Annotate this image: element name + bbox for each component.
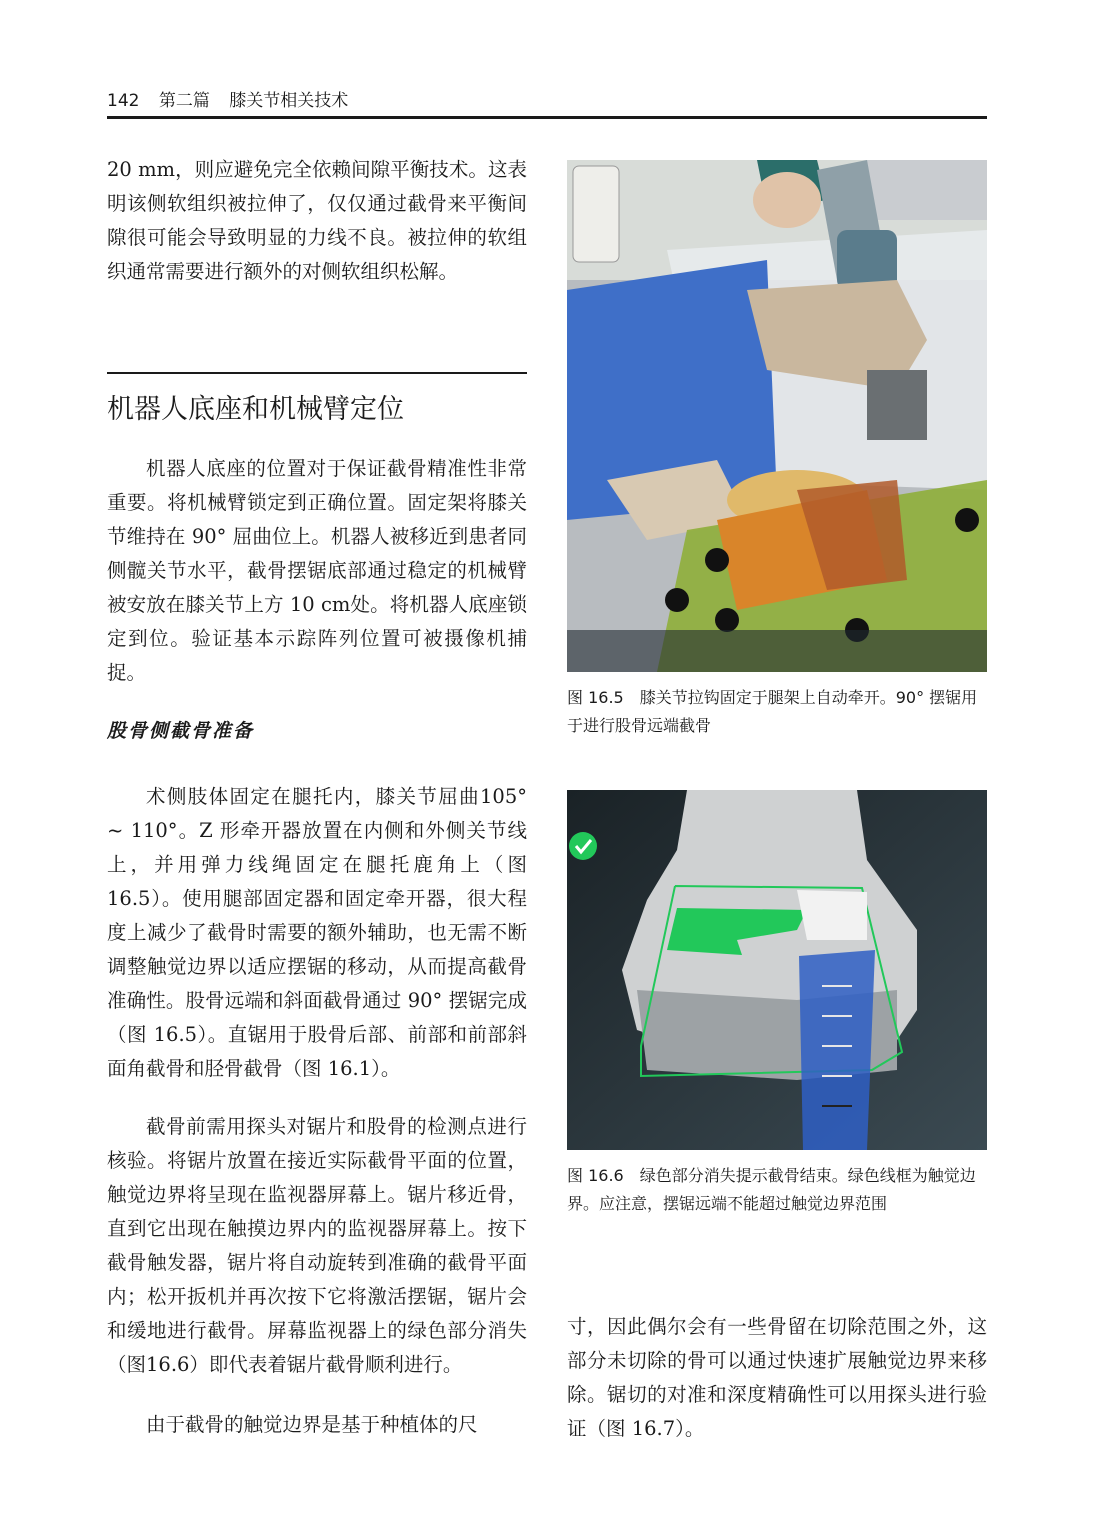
surgery-photo-illustration bbox=[567, 160, 987, 672]
paragraph-residual-bone: 寸，因此偶尔会有一些骨留在切除范围之外，这部分未切除的骨可以通过快速扩展触觉边界来移除。锯切的对准和深度精确性可以用探头进行验证（图 16.7）。 bbox=[567, 1315, 987, 1440]
figure-16-6-caption: 图 16.6 绿色部分消失提示截骨结束。绿色线框为触觉边界。应注意，摆锯远端不能超过触觉边界范围 bbox=[567, 1166, 976, 1213]
section-title: 机器人底座和机械臂定位 bbox=[107, 394, 404, 425]
soap-dispenser bbox=[573, 166, 619, 262]
saw-blade-overlay bbox=[799, 950, 875, 1150]
part-title: 膝关节相关技术 bbox=[229, 91, 349, 111]
haptic-boundary-render bbox=[567, 790, 987, 1150]
paragraph-haptic-boundary: 由于截骨的触觉边界是基于种植体的尺 bbox=[146, 1413, 478, 1436]
figure-16-6-screen bbox=[567, 790, 987, 1150]
checkmark-icon bbox=[569, 832, 597, 860]
paragraph-blade-verification: 截骨前需用探头对锯片和股骨的检测点进行核验。将锯片放置在接近实际截骨平面的位置，触觉边界将呈现在监视器屏幕上。锯片移近骨，直到它出现在触摸边界内的监视器屏幕上。按下截骨触发器，锯片将自动旋转到准确的截骨平面内；松开扳机并再次按下它将激活摆锯，锯片会和缓地进行截骨。屏幕监视器上的绿色部分消失（图16.6）即代表着锯片截骨顺利进行。 bbox=[107, 1115, 527, 1376]
paragraph-limb-fixation: 术侧肢体固定在腿托内，膝关节屈曲105° ~ 110°。Z 形牵开器放置在内侧和外侧关节线上，并用弹力线绳固定在腿托鹿角上（图 16.5）。使用腿部固定器和固定牵开器，很大程度上减少了截骨时需要的额外辅助，也无需不断调整触觉边界以适应摆锯的移动，从而提高截骨准确性。股骨远端和斜面截骨通过 90° 摆锯完成（图 16.5）。直锯用于股骨后部、前部和前部斜面角截骨和胫骨截骨（图 16.1）。 bbox=[107, 785, 527, 1080]
running-header bbox=[107, 86, 987, 116]
header-rule bbox=[107, 116, 987, 119]
figure-16-5-caption: 图 16.5 膝关节拉钩固定于腿架上自动牵开。90° 摆锯用于进行股骨远端截骨 bbox=[567, 688, 978, 735]
figure-16-5-photo bbox=[567, 160, 987, 672]
subsection-title: 股骨侧截骨准备 bbox=[107, 720, 255, 742]
page-number: 142 bbox=[107, 91, 140, 111]
paragraph-gap-balance: 20 mm，则应避免完全依赖间隙平衡技术。这表明该侧软组织被拉伸了，仅仅通过截骨来平衡间隙很可能会导致明显的力线不良。被拉伸的软组织通常需要进行额外的对侧软组织松解。 bbox=[107, 158, 527, 283]
part-label: 第二篇 bbox=[158, 91, 210, 111]
section-rule bbox=[107, 372, 527, 374]
saw-handpiece bbox=[867, 370, 927, 440]
paragraph-robot-base: 机器人底座的位置对于保证截骨精准性非常重要。将机械臂锁定到正确位置。固定架将膝关节维持在 90° 屈曲位上。机器人被移近到患者同侧髋关节水平，截骨摆锯底部通过稳定的机械臂被安放在膝关节上方 10 cm处。将机器人底座锁定到位。验证基本示踪阵列位置可被摄像机捕捉。 bbox=[107, 457, 527, 684]
